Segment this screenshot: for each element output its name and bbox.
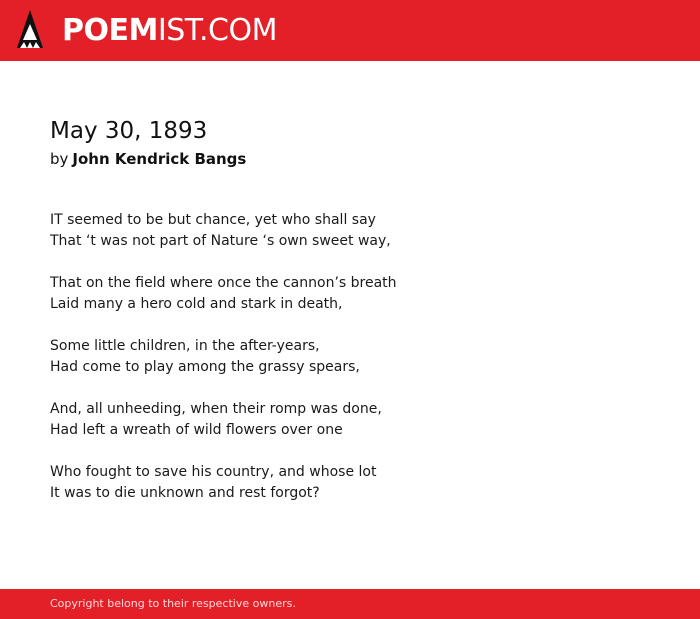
poem-stanza [50, 210, 650, 252]
pencil-icon[interactable] [17, 10, 43, 52]
poem-line: Laid many a hero cold and stark in death, [50, 296, 343, 312]
poem-line: Had left a wreath of wild flowers over one [50, 422, 343, 438]
site-logo[interactable] [62, 12, 277, 50]
poem-stanza [50, 273, 650, 315]
poem-author[interactable]: John Kendrick Bangs [72, 150, 247, 168]
site-footer [0, 589, 700, 619]
poem-line: IT seemed to be but chance, yet who shall say [50, 212, 376, 228]
poem-stanza [50, 399, 650, 441]
poem-line: It was to die unknown and rest forgot? [50, 485, 320, 501]
poem-title: May 30, 1893 [50, 118, 208, 144]
poem-line: Had come to play among the grassy spears, [50, 359, 360, 375]
poem-line: That ‘t was not part of Nature ‘s own sweet way, [50, 233, 391, 249]
poem-line: That on the field where once the cannon’s breath [50, 275, 397, 291]
copyright-notice: Copyright belong to their respective owners. [50, 597, 296, 610]
site-header [0, 0, 700, 61]
logo-light-text: IST.COM [157, 13, 277, 48]
poem-line: Some little children, in the after-years, [50, 338, 320, 354]
poem-line: And, all unheeding, when their romp was done, [50, 401, 382, 417]
by-label: by [50, 150, 69, 168]
poem-stanza [50, 336, 650, 378]
poem-byline [50, 148, 650, 170]
poem-stanza [50, 462, 650, 504]
poem-line: Who fought to save his country, and whose lot [50, 464, 377, 480]
poem-body [50, 210, 650, 504]
poem-content [50, 114, 650, 525]
logo-bold-text: POEM [62, 13, 158, 48]
